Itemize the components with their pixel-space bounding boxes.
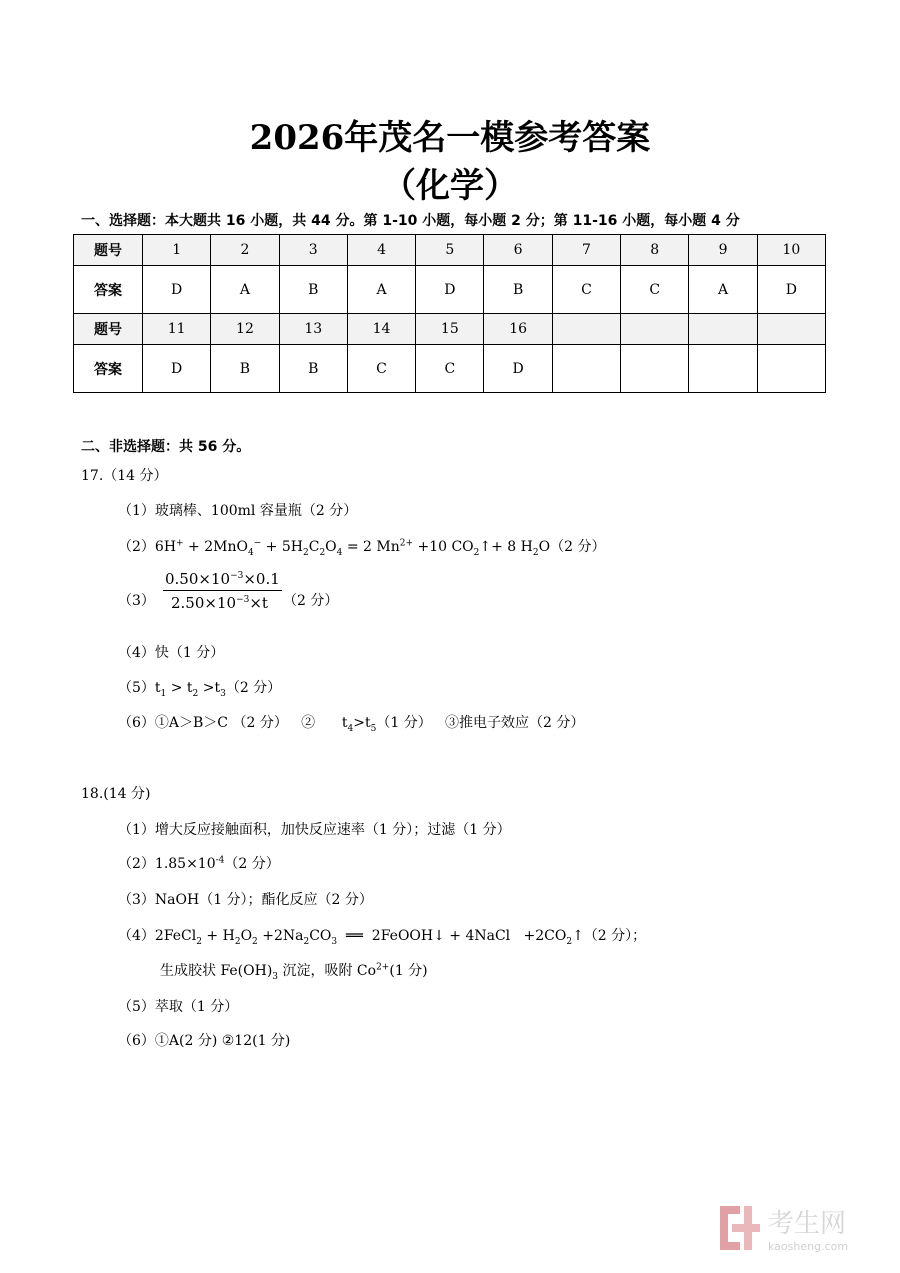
answer-cell: D [757,266,825,314]
question-number-cell: 6 [484,235,552,266]
question-number-cell: 10 [757,235,825,266]
table-row-answers [74,345,826,393]
q17-answer-5: $(5)t_1 > t_2 >t_3(2$ 分） [118,680,282,699]
page-subtitle: （化学） [382,166,518,206]
question-number-cell: 15 [416,314,484,345]
question-number-cell [552,314,620,345]
q17-answer-3-label: （3） [118,593,155,609]
q18-answer-6: （6）①A(2 分) ②12(1 分) [118,1033,291,1049]
answer-cell: C [552,266,620,314]
answer-cell: D [484,345,552,393]
question-number-cell: 16 [484,314,552,345]
question-number-cell: 11 [143,314,211,345]
q18-answer-5: （5）萃取（1 分） [118,999,239,1015]
table-row-numbers [74,235,826,266]
answer-cell: C [416,345,484,393]
q17-answer-1: （1）玻璃棒、100ml 容量瓶（2 分） [118,503,358,519]
row-label-number: 题号 [74,235,143,266]
question-number-cell [621,314,689,345]
answer-cell: C [347,345,415,393]
answer-cell: B [211,345,279,393]
row-label-number: 题号 [74,314,143,345]
q18-answer-3: （3）NaOH（1 分）；酯化反应（2 分） [118,892,373,908]
watermark-logo-icon [718,1196,878,1258]
answer-cell: B [279,266,347,314]
answer-cell: A [347,266,415,314]
question-number-cell: 12 [211,314,279,345]
question-number-cell: 8 [621,235,689,266]
question-number-cell: 1 [143,235,211,266]
question-number-cell [689,314,757,345]
row-label-answer: 答案 [74,266,143,314]
question-number-cell: 5 [416,235,484,266]
q18-answer-1: （1）增大反应接触面积，加快反应速率（1 分）；过滤（1 分） [118,822,511,838]
answer-cell: A [211,266,279,314]
section1-heading: 一、选择题：本大题共 16 小题，共 44 分。第 1-10 小题，每小题 2 分；第 11-16 小题，每小题 4 分 [81,213,740,229]
table-row-numbers [74,314,826,345]
answer-cell [552,345,620,393]
answer-cell [621,345,689,393]
watermark-url: kaosheng.com [768,1240,849,1253]
watermark-name: 考生网 [768,1209,847,1239]
question-number-cell: 13 [279,314,347,345]
answer-cell: D [143,345,211,393]
q17-answer-3-fraction [163,570,282,612]
question-number-cell: 4 [347,235,415,266]
q18-answer-2: $(2)1.85\times 10^{-4}(2$ 分） [118,855,280,872]
table-row-answers [74,266,826,314]
question-number-cell: 7 [552,235,620,266]
answer-cell: C [621,266,689,314]
q17-answer-2: $(2)6H^+ + 2MnO_4^- + 5H_2C_2O_4 = 2$ $Mn^{2+} +10$ $CO_2↑+ 8$ $H_2O(2$ 分） [118,538,606,558]
row-label-answer: 答案 [74,345,143,393]
answer-cell: D [416,266,484,314]
q18-title: 18.(14 分) [81,786,151,802]
question-number-cell: 9 [689,235,757,266]
question-number-cell [757,314,825,345]
q17-answer-4: （4）快（1 分） [118,645,225,661]
q17-answer-3-score: （2 分） [283,593,339,609]
answer-cell: B [279,345,347,393]
question-number-cell: 3 [279,235,347,266]
answer-cell [757,345,825,393]
question-number-cell: 14 [347,314,415,345]
q18-answer-4-line2: 生成胶状 $Fe(OH)_3$ 沉淀，吸附 $Co^{2+}(1$ 分) [160,962,428,982]
answer-cell: A [689,266,757,314]
fraction-numerator: $0.50\times 10^{-3}\times 0.1$ [163,570,282,591]
page-title: 2026年茂名一模参考答案 [249,118,651,158]
answer-cell: B [484,266,552,314]
answer-cell: D [143,266,211,314]
q18-answer-4: （4）2FeCl$_2$ + $H_2O_2 +2Na_2CO_3$ ══ 2FeOOH↓ + 4NaCl $+2CO_2↑(2$ 分）； [118,928,647,947]
section2-heading: 二、非选择题：共 56 分。 [81,439,251,455]
answer-cell [689,345,757,393]
answer-table [73,234,826,393]
q17-title: 17.（14 分） [81,468,168,484]
question-number-cell: 2 [211,235,279,266]
fraction-denominator: $2.50\times 10^{-3}\times t$ [171,594,268,612]
q17-answer-6: （6）①A＞B＞C （2 分） ② $t_4>t_5(1$ 分） ③推电子效应（2 分） [118,715,585,734]
watermark-logo [718,1196,878,1262]
